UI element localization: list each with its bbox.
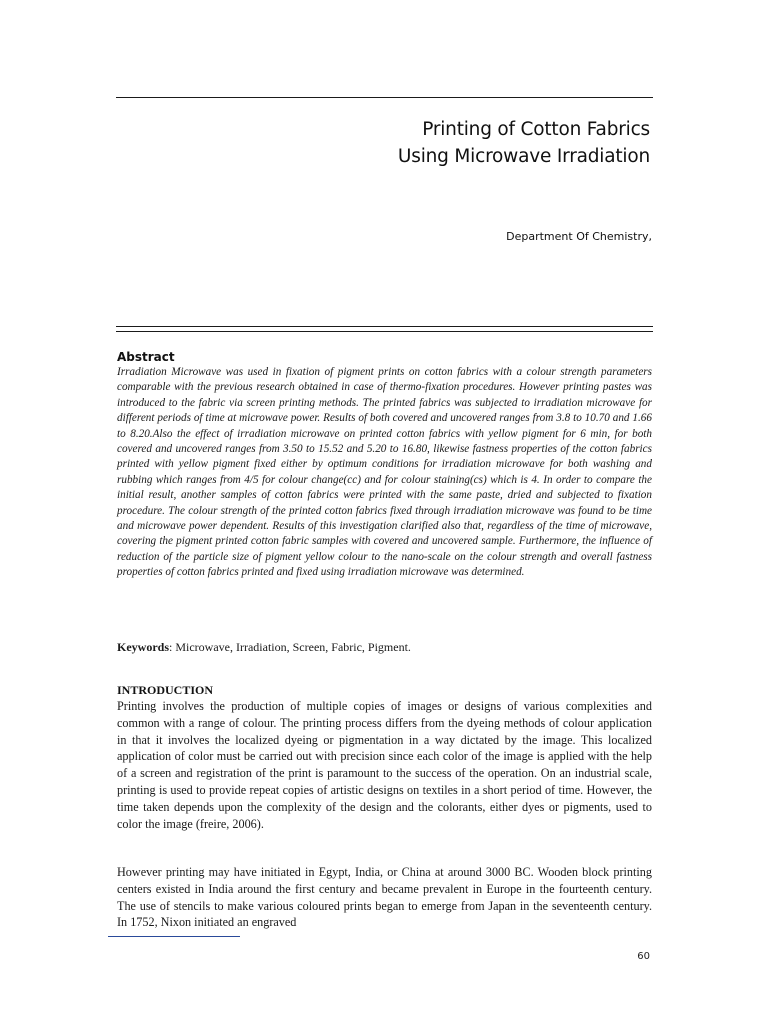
top-rule [116, 97, 653, 98]
title-line-1: Printing of Cotton Fabrics [422, 119, 650, 140]
introduction-paragraph-2: However printing may have initiated in Egypt, India, or China at around 3000 BC. Wooden block printing centers existed in India around the first century and became prevalent in Europe in the fourteenth century. The use of stencils to make various coloured prints began to emerge from Japan in the seventeenth century. In 1752, Nixon initiated an engraved [117, 865, 652, 930]
footnote-separator [108, 936, 240, 937]
department-affiliation: Department Of Chemistry, [506, 230, 652, 243]
section-rule-lower [116, 331, 653, 332]
paper-title [398, 116, 650, 170]
abstract-body: Irradiation Microwave was used in fixation of pigment prints on cotton fabrics with a colour strength parameters comparable with the previous research obtained in case of thermo-fixation procedures. However printing pastes was introduced to the fabric via screen printing methods. The printed fabrics was subjected to irradiation microwave for different periods of time at microwave power. Results of both covered and uncovered ranges from 3.8 to 10.70 and 1.66 to 8.20.Also the effect of irradiation microwave on printed cotton fabrics with yellow pigment for 6 min, for both covered and uncovered ranges from 3.50 to 15.52 and 5.20 to 16.80, likewise fastness properties of the cotton fabrics printed with yellow pigment fixed either by optimum conditions for irradiation microwave for both washing and rubbing which ranges from 4/5 for colour change(cc) and for colour staining(cs) which is 4. In order to compare the initial result, another samples of cotton fabrics were printed with the same paste, dried and subjected to fixation procedure. The colour strength of the printed cotton fabrics fixed through irradiation microwave was found to be time and microwave power dependent. Results of this investigation clarified also that, regardless of the time of microwave, covering the pigment printed cotton fabric samples with covered and uncovered sample. Furthermore, the influence of reduction of the particle size of pigment yellow colour to the nano-scale on the colour strength and overall fastness properties of cotton fabrics printed and fixed using irradiation microwave was determined. [117, 366, 652, 579]
page-number: 60 [637, 951, 650, 962]
title-line-2: Using Microwave Irradiation [397, 146, 650, 167]
introduction-heading: INTRODUCTION [117, 683, 214, 697]
keywords-line [117, 639, 652, 655]
keywords-text: : Microwave, Irradiation, Screen, Fabric, Pigment. [169, 640, 411, 654]
introduction-paragraph-1: Printing involves the production of multiple copies of images or designs of various complexities and common with a range of colour. The printing process differs from the dyeing methods of colour application in that it involves the localized dyeing or pigmentation in a way dictated by the image. This localized application of color must be carried out with precision since each color of the image is applied with the help of a screen and registration of the print is paramount to the success of the operation. On an industrial scale, printing is used to provide repeat copies of artistic designs on textiles in a short period of time. However, the time taken depends upon the complexity of the design and the colorants, either dyes or pigments, used to color the image (freire, 2006). [117, 699, 652, 831]
abstract-heading: Abstract [117, 350, 175, 364]
section-rule-upper [116, 326, 653, 327]
keywords-label: Keywords [117, 640, 169, 654]
